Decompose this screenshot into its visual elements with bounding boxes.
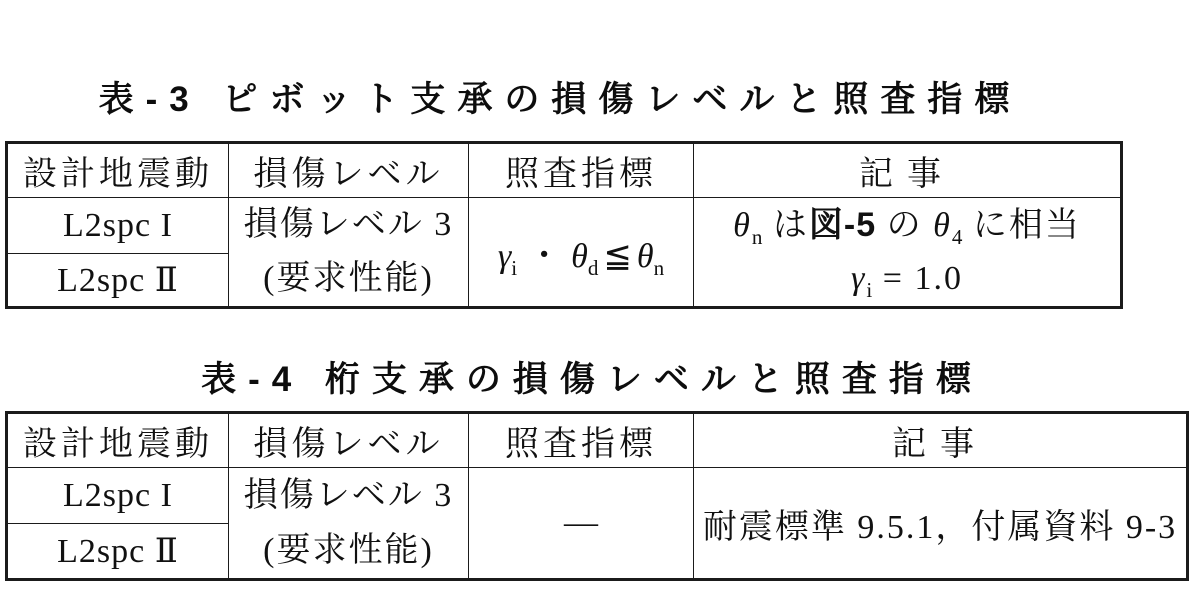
table4	[5, 411, 1189, 581]
theta-n-subscript: n	[653, 255, 665, 280]
figure-5-reference: 図-5	[808, 206, 877, 244]
damage-level-line1: 損傷レベル 3	[243, 206, 454, 243]
table3-row-l2spc1	[7, 198, 1122, 254]
damage-level-line2: (要求性能)	[263, 532, 434, 569]
table4-header-row	[7, 413, 1188, 468]
gamma-subscript: i	[511, 255, 518, 280]
table4-cell-l2spc2: L2spc Ⅱ	[7, 524, 229, 580]
theta-n-subscript: n	[751, 224, 763, 249]
table4-cell-check-index: —	[469, 468, 694, 580]
table3-note-line1	[694, 199, 1120, 252]
table3-header-check-index: 照査指標	[469, 143, 694, 198]
table4-header-note: 記事	[694, 413, 1188, 468]
table3-cell-damage-level	[229, 198, 469, 308]
damage-level-line2: (要求性能)	[263, 260, 434, 297]
table3-note-line2	[694, 252, 1120, 305]
table3-header-damage-level: 損傷レベル	[229, 143, 469, 198]
table3-cell-check-index	[469, 198, 694, 308]
theta-n-symbol: θ	[636, 237, 654, 275]
table3-header-note: 記事	[694, 143, 1122, 198]
damage-level-line1: 損傷レベル 3	[243, 477, 454, 514]
theta-d-symbol: θ	[571, 237, 588, 275]
table4-row-l2spc1	[7, 468, 1188, 524]
table3-header-design-motion: 設計地震動	[7, 143, 229, 198]
table4-cell-damage-level	[229, 468, 469, 580]
middle-dot: ・	[527, 237, 562, 275]
table3-cell-l2spc2: L2spc Ⅱ	[7, 254, 229, 308]
note-text: の	[876, 207, 934, 244]
table3	[5, 141, 1123, 309]
table4-header-check-index: 照査指標	[469, 413, 694, 468]
table3-cell-l2spc1: L2spc I	[7, 198, 229, 254]
table4-cell-note: 耐震標準 9.5.1，付属資料 9-3	[694, 468, 1188, 580]
table4-header-damage-level: 損傷レベル	[229, 413, 469, 468]
note-text: = 1.0	[872, 260, 963, 297]
table3-cell-note	[694, 198, 1122, 308]
theta-d-subscript: d	[587, 255, 599, 280]
theta-n-symbol: θ	[733, 207, 752, 244]
table3-title: 表-3 ピボット支承の損傷レベルと照査指標	[98, 80, 1022, 119]
table4-title: 表-4 桁支承の損傷レベルと照査指標	[201, 360, 983, 399]
table3-header-row	[7, 143, 1122, 198]
table4-header-design-motion: 設計地震動	[7, 413, 229, 468]
note-text: は	[762, 207, 809, 244]
theta-4-symbol: θ	[933, 207, 952, 244]
gamma-subscript: i	[866, 277, 873, 302]
leq-symbol: ≦	[603, 237, 632, 275]
table4-cell-l2spc1: L2spc I	[7, 468, 229, 524]
theta-4-subscript: 4	[951, 224, 963, 249]
note-text: に相当	[962, 207, 1081, 244]
gamma-symbol: γ	[497, 237, 512, 275]
gamma-symbol: γ	[851, 260, 867, 297]
